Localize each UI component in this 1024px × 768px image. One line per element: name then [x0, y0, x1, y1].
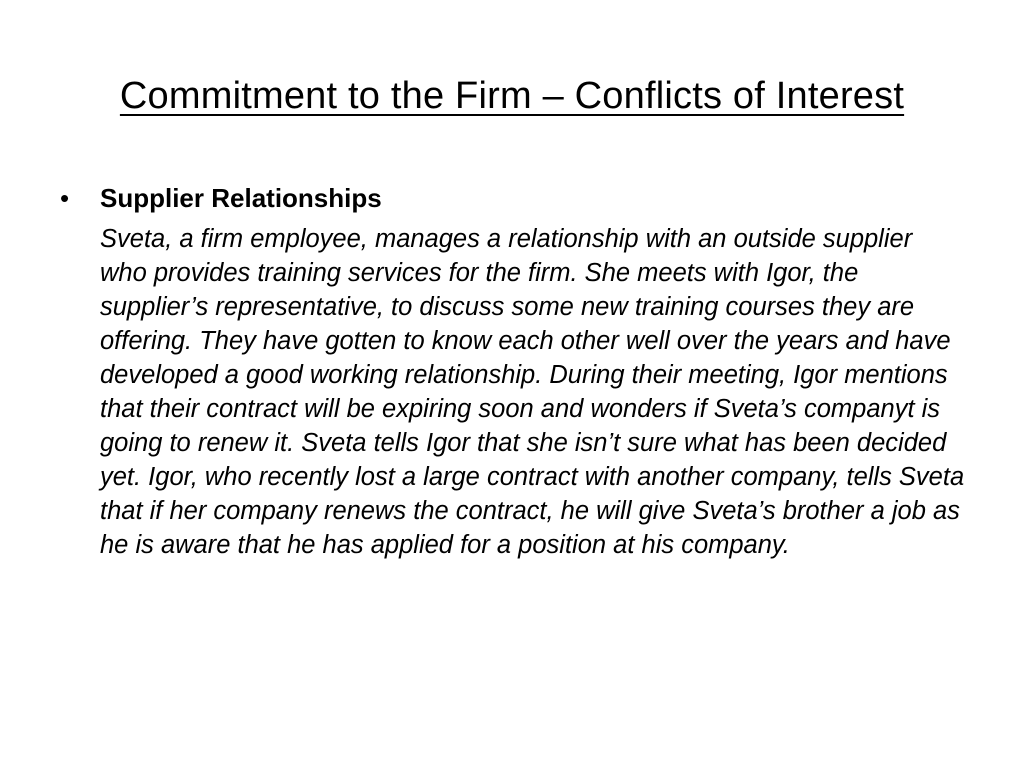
slide-title: Commitment to the Firm – Conflicts of Interest — [119, 75, 905, 117]
bullet-icon: • — [60, 183, 70, 213]
slide-content — [56, 180, 966, 562]
bullet-item — [56, 180, 966, 562]
scenario-text: Sveta, a firm employee, manages a relationship with an outside supplier who provides training services for the firm. She meets with Igor, the supplier’s representative, to discuss some new training courses they are offering. They have gotten to know each other well over the years and have developed a good working relationship. During their meeting, Igor mentions that their contract will be expiring soon and wonders if Sveta’s companyt is going to renew it. Sveta tells Igor that she isn’t sure what has been decided yet. Igor, who recently lost a large contract with another company, tells Sveta that if her company renews the contract, he will give Sveta’s brother a job as he is aware that he has applied for a position at his company. — [100, 225, 965, 559]
bullet-heading: Supplier Relationships — [100, 183, 382, 213]
